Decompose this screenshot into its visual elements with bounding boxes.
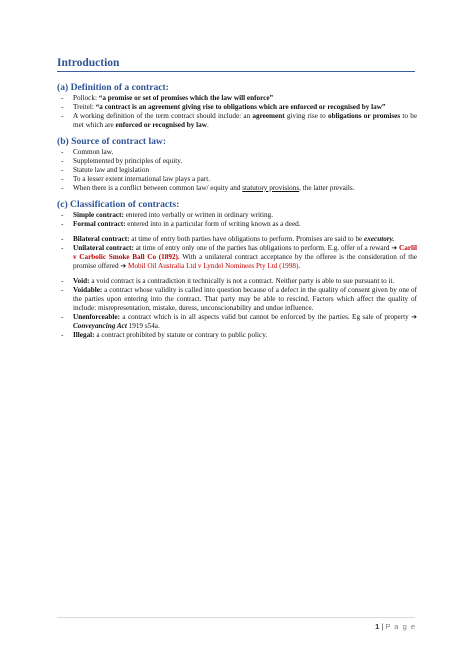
working-term-obligations: obligations or promises xyxy=(327,112,401,120)
case-carlil: Carlil v Carbolic Smoke Ball Co (1892). xyxy=(73,244,417,261)
working-term-agreement: agreement xyxy=(252,112,285,120)
list-item: - Supplemented by principles of equity. xyxy=(57,157,417,166)
section-a-heading: (a) Definition of a contract: xyxy=(57,82,169,93)
footer-separator: | xyxy=(379,622,386,631)
voidable-label: Voidable: xyxy=(73,286,103,294)
treitel-quote: “a contract is an agreement giving rise to obligations which are enforced or recognised by law” xyxy=(95,103,386,111)
list-item-treitel xyxy=(57,103,417,112)
simple-label: Simple contract: xyxy=(73,211,124,219)
simple-text: entered into verbally or written in ordinary writing. xyxy=(123,211,274,219)
unilateral-text-1: at time of entry only one of the parties has obligations to perform. E.g. offer of a reward xyxy=(133,244,392,252)
list-item-illegal xyxy=(57,331,417,340)
unilateral-label: Unilateral contract: xyxy=(73,244,134,252)
document-body xyxy=(57,82,417,346)
working-text-1: A working definition of the term contract should include: an xyxy=(73,112,253,120)
conveyancing-act-text: Conveyancing Act xyxy=(73,322,127,330)
working-text-4: . xyxy=(206,121,209,129)
voidable-text: a contract whose validity is called into question because of a defect in the quality of consent given by one of the parties upon entering into the contract. That party may be able to rescind. Factors which affect the quality of include: misrepresentation, mistake, duress, unconscionability and undue influence. xyxy=(73,286,417,312)
statutory-provisions-text: statutory provisions xyxy=(242,184,300,192)
page-footer xyxy=(375,622,416,631)
conflict-text-1: When there is a conflict between common law/ equity and xyxy=(73,184,243,192)
section-a-list xyxy=(57,94,417,130)
treitel-label: Treitel: xyxy=(73,103,96,111)
unenforceable-text-1: a contract which is in all aspects valid but cannot be enforced by the parties. Eg sale of property xyxy=(119,313,412,321)
list-item-conflict xyxy=(57,184,417,193)
unilateral-text-3: . xyxy=(298,262,301,270)
list-item-formal xyxy=(57,220,417,229)
pollock-quote: “a promise or set of promises which the law will enforce” xyxy=(98,94,274,102)
list-item-unilateral xyxy=(57,244,417,271)
section-b-heading: (b) Source of contract law: xyxy=(57,136,167,147)
list-item-unenforceable xyxy=(57,313,417,331)
arrow-right-icon: ➔ xyxy=(391,244,398,252)
formal-label: Formal contract: xyxy=(73,220,126,228)
page-title: Introduction xyxy=(57,57,120,69)
illegal-text: a contract prohibited by statute or contrary to public policy. xyxy=(94,331,268,339)
executory-term: executory. xyxy=(364,235,395,243)
title-underline xyxy=(57,71,415,72)
list-item-void xyxy=(57,277,417,286)
arrow-right-icon: ➔ xyxy=(411,313,417,321)
working-text-3: to be met which are xyxy=(73,112,418,129)
unenforceable-text-2: 1919 s54a. xyxy=(126,322,160,330)
list-item-voidable xyxy=(57,286,417,313)
unenforceable-label: Unenforceable: xyxy=(73,313,120,321)
list-item-simple xyxy=(57,211,417,220)
list-item: - Common law. xyxy=(57,148,417,157)
bilateral-label: Bilateral contract: xyxy=(73,235,130,243)
working-term-enforced: enforced or recognised by law xyxy=(115,121,207,129)
page-number: 1 xyxy=(375,622,380,631)
arrow-right-icon: ➔ xyxy=(120,262,127,270)
case-mobil-oil: Mobil Oil Australia Ltd v Lyndel Nominees Pty Ltd (1998) xyxy=(128,262,299,270)
unilateral-text-2: With a unilateral contract acceptance by the offeree is the consideration of the promise offered xyxy=(73,253,417,270)
list-item: - Statute law and legislation xyxy=(57,166,417,175)
void-label: Void: xyxy=(73,277,90,285)
list-item-pollock xyxy=(57,94,417,103)
bilateral-text: at time of entry both parties have obligations to perform. Promises are said to be xyxy=(129,235,365,243)
section-b-list xyxy=(57,148,417,193)
illegal-label: Illegal: xyxy=(73,331,95,339)
pollock-label: Pollock: xyxy=(73,94,99,102)
list-item: - To a lesser extent international law plays a part. xyxy=(57,175,417,184)
conflict-text-2: , the latter prevails. xyxy=(299,184,355,192)
list-item-working-definition xyxy=(57,112,417,130)
working-text-2: giving rise to xyxy=(284,112,328,120)
void-text: a void contract is a contradiction it technically is not a contract. Neither party is able to sue pursuant to it. xyxy=(89,277,395,285)
formal-text: entered into in a particular form of writing known as a deed. xyxy=(125,220,301,228)
list-item-bilateral xyxy=(57,235,417,244)
section-c-heading: (c) Classification of contracts: xyxy=(57,199,180,210)
footer-divider xyxy=(57,617,415,618)
page-label: P a g e xyxy=(385,622,416,631)
section-c-list xyxy=(57,211,417,340)
